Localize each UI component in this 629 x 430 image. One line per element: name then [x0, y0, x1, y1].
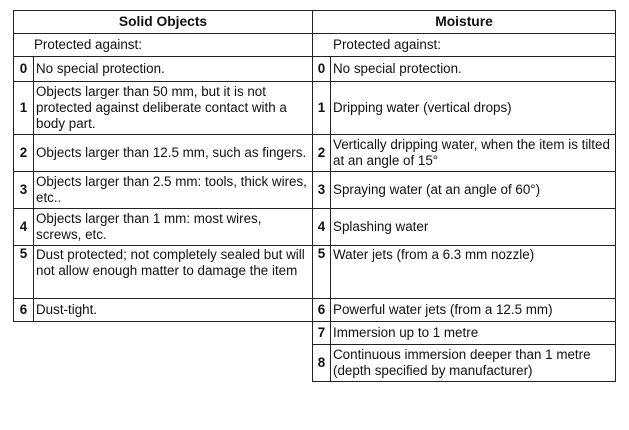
empty-cell — [14, 345, 34, 382]
empty-cell — [34, 345, 313, 382]
table-row — [14, 57, 616, 82]
solid-intro: Protected against: — [14, 34, 313, 57]
moisture-level-description: Splashing water — [331, 209, 616, 246]
solid-level-description: No special protection. — [34, 57, 313, 82]
moisture-header: Moisture — [313, 11, 616, 34]
moisture-level-description: Spraying water (at an angle of 60°) — [331, 172, 616, 209]
moisture-level-description: Vertically dripping water, when the item is tilted at an angle of 15° — [331, 135, 616, 172]
moisture-level-number: 4 — [313, 209, 331, 246]
solid-level-description: Objects larger than 2.5 mm: tools, thick wires, etc.. — [34, 172, 313, 209]
moisture-level-number: 6 — [313, 299, 331, 322]
solid-level-number: 5 — [14, 246, 34, 299]
moisture-level-number: 5 — [313, 246, 331, 299]
table-row — [14, 322, 616, 345]
solid-level-number: 0 — [14, 57, 34, 82]
empty-cell — [34, 322, 313, 345]
moisture-level-number: 7 — [313, 322, 331, 345]
moisture-level-description: Immersion up to 1 metre — [331, 322, 616, 345]
table-row — [14, 135, 616, 172]
solid-level-number: 4 — [14, 209, 34, 246]
moisture-level-description: Powerful water jets (from a 12.5 mm) — [331, 299, 616, 322]
moisture-intro: Protected against: — [313, 34, 616, 57]
moisture-level-description: Water jets (from a 6.3 mm nozzle) — [331, 246, 616, 299]
solid-objects-header: Solid Objects — [14, 11, 313, 34]
moisture-level-number: 0 — [313, 57, 331, 82]
moisture-level-description: Dripping water (vertical drops) — [331, 82, 616, 135]
moisture-level-number: 3 — [313, 172, 331, 209]
solid-level-description: Dust protected; not completely sealed but will not allow enough matter to damage the item — [34, 246, 313, 299]
table-row — [14, 299, 616, 322]
table-row — [14, 209, 616, 246]
ip-rating-table — [13, 10, 616, 382]
solid-level-number: 6 — [14, 299, 34, 322]
moisture-level-number: 8 — [313, 345, 331, 382]
moisture-level-description: Continuous immersion deeper than 1 metre (depth specified by manufacturer) — [331, 345, 616, 382]
moisture-level-number: 1 — [313, 82, 331, 135]
moisture-level-number: 2 — [313, 135, 331, 172]
solid-level-description: Objects larger than 50 mm, but it is not protected against deliberate contact with a body part. — [34, 82, 313, 135]
solid-level-number: 3 — [14, 172, 34, 209]
table-row — [14, 345, 616, 382]
solid-level-description: Objects larger than 1 mm: most wires, screws, etc. — [34, 209, 313, 246]
solid-level-number: 1 — [14, 82, 34, 135]
empty-cell — [14, 322, 34, 345]
table-row — [14, 246, 616, 299]
moisture-level-description: No special protection. — [331, 57, 616, 82]
solid-level-number: 2 — [14, 135, 34, 172]
header-row — [14, 11, 616, 34]
solid-level-description: Objects larger than 12.5 mm, such as fingers. — [34, 135, 313, 172]
solid-level-description: Dust-tight. — [34, 299, 313, 322]
intro-row — [14, 34, 616, 57]
table-row — [14, 172, 616, 209]
table-row — [14, 82, 616, 135]
